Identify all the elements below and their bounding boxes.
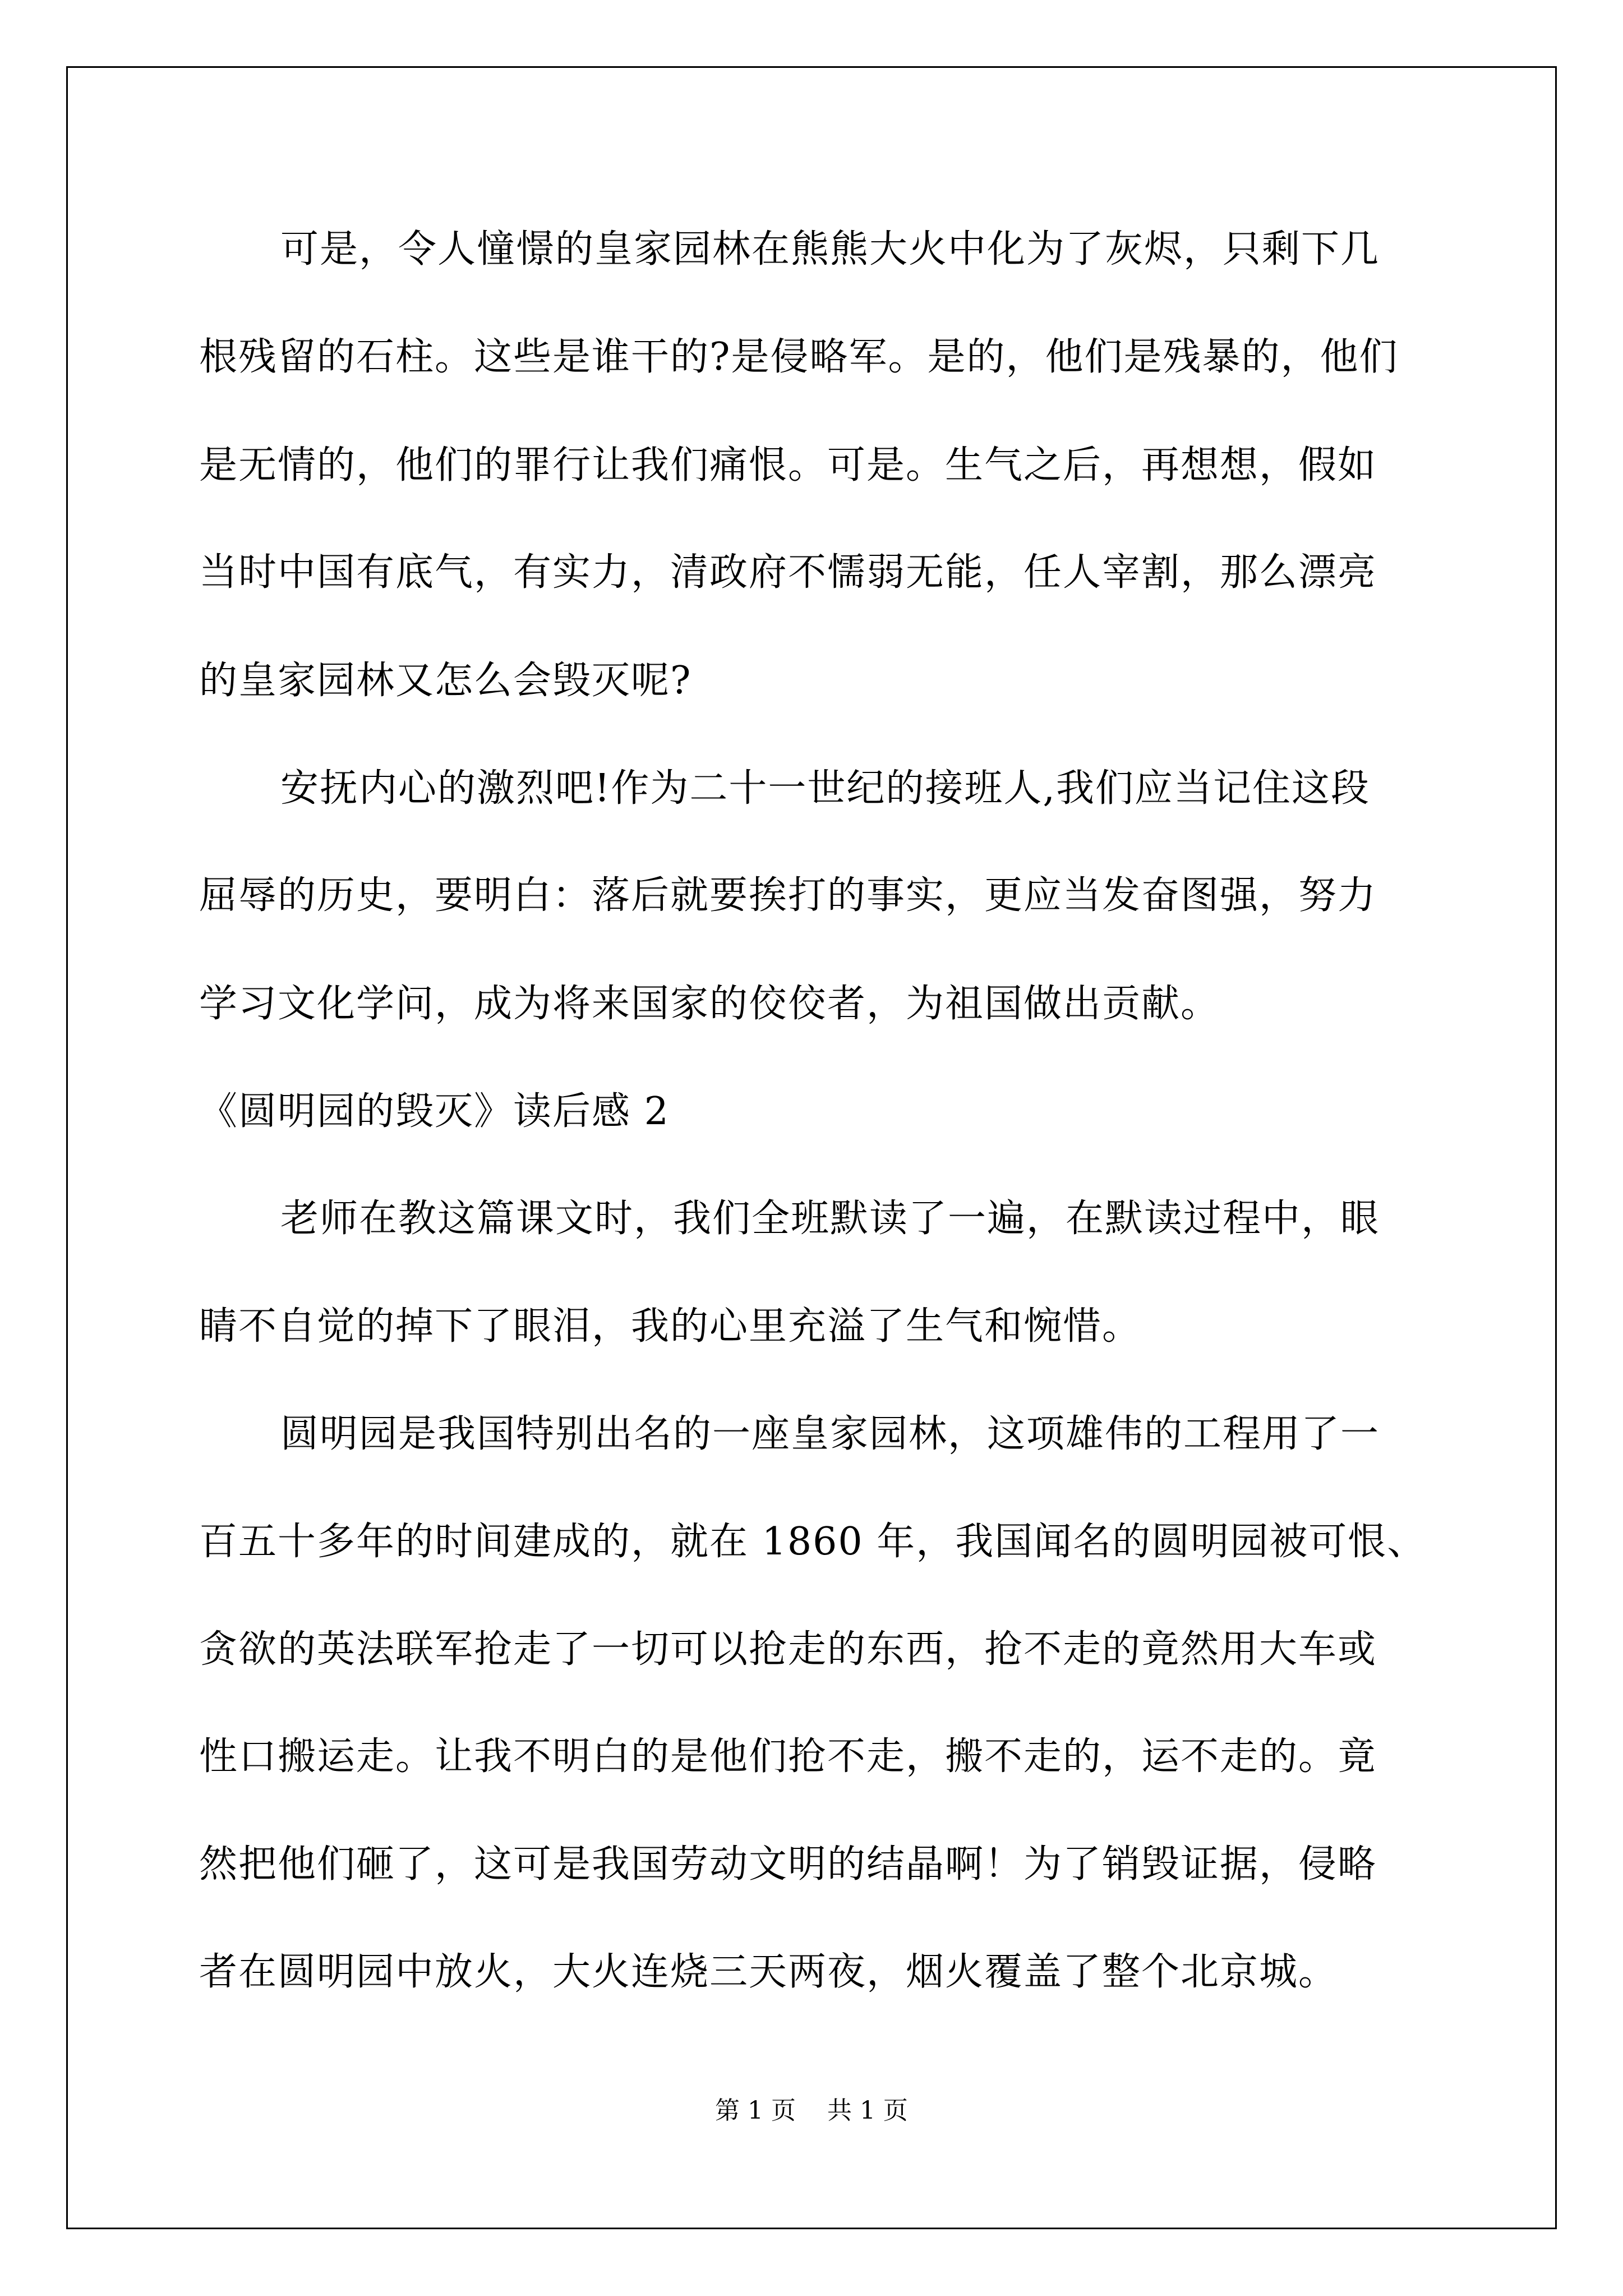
paragraph-1-line-4: 当时中国有底气，有实力，清政府不懦弱无能，任人宰割，那么漂亮 <box>199 550 1377 595</box>
paragraph-4-line-1: 圆明园是我国特别出名的一座皇家园林，这项雄伟的工程用了一 <box>280 1412 1380 1456</box>
paragraph-4-line-6: 者在圆明园中放火，大火连烧三天两夜，烟火覆盖了整个北京城。 <box>199 1950 1338 1994</box>
paragraph-1-line-2: 根残留的石柱。这些是谁干的?是侵略军。是的，他们是残暴的，他们 <box>199 335 1399 379</box>
section-heading: 《圆明园的毁灭》读后感 2 <box>199 1089 670 1134</box>
paragraph-4-line-4: 性口搬运走。让我不明白的是他们抢不走，搬不走的，运不走的。竟 <box>199 1734 1377 1779</box>
paragraph-2-line-1: 安抚内心的激烈吧!作为二十一世纪的接班人,我们应当记住这段 <box>280 766 1370 811</box>
paragraph-4-line-3: 贪欲的英法联军抢走了一切可以抢走的东西，抢不走的竟然用大车或 <box>199 1627 1377 1672</box>
paragraph-1-line-5: 的皇家园林又怎么会毁灭呢? <box>199 659 692 703</box>
paragraph-4-line-5: 然把他们砸了，这可是我国劳动文明的结晶啊！为了销毁证据，侵略 <box>199 1842 1377 1887</box>
paragraph-3-line-2: 睛不自觉的掉下了眼泪，我的心里充溢了生气和惋惜。 <box>199 1304 1142 1349</box>
page-border <box>66 66 1557 2229</box>
paragraph-2-line-2: 屈辱的历史，要明白：落后就要挨打的事实，更应当发奋图强，努力 <box>199 873 1377 918</box>
page-number-footer: 第 1 页 共 1 页 <box>715 2096 908 2125</box>
paragraph-2-line-3: 学习文化学问，成为将来国家的佼佼者，为祖国做出贡献。 <box>199 982 1220 1026</box>
paragraph-1-line-1: 可是，令人憧憬的皇家园林在熊熊大火中化为了灰烬，只剩下几 <box>280 227 1380 272</box>
paragraph-3-line-1: 老师在教这篇课文时，我们全班默读了一遍，在默读过程中，眼 <box>280 1197 1380 1241</box>
paragraph-1-line-3: 是无情的，他们的罪行让我们痛恨。可是。生气之后，再想想，假如 <box>199 443 1377 487</box>
paragraph-4-line-2: 百五十多年的时间建成的，就在 1860 年，我国闻名的圆明园被可恨、 <box>199 1520 1427 1564</box>
